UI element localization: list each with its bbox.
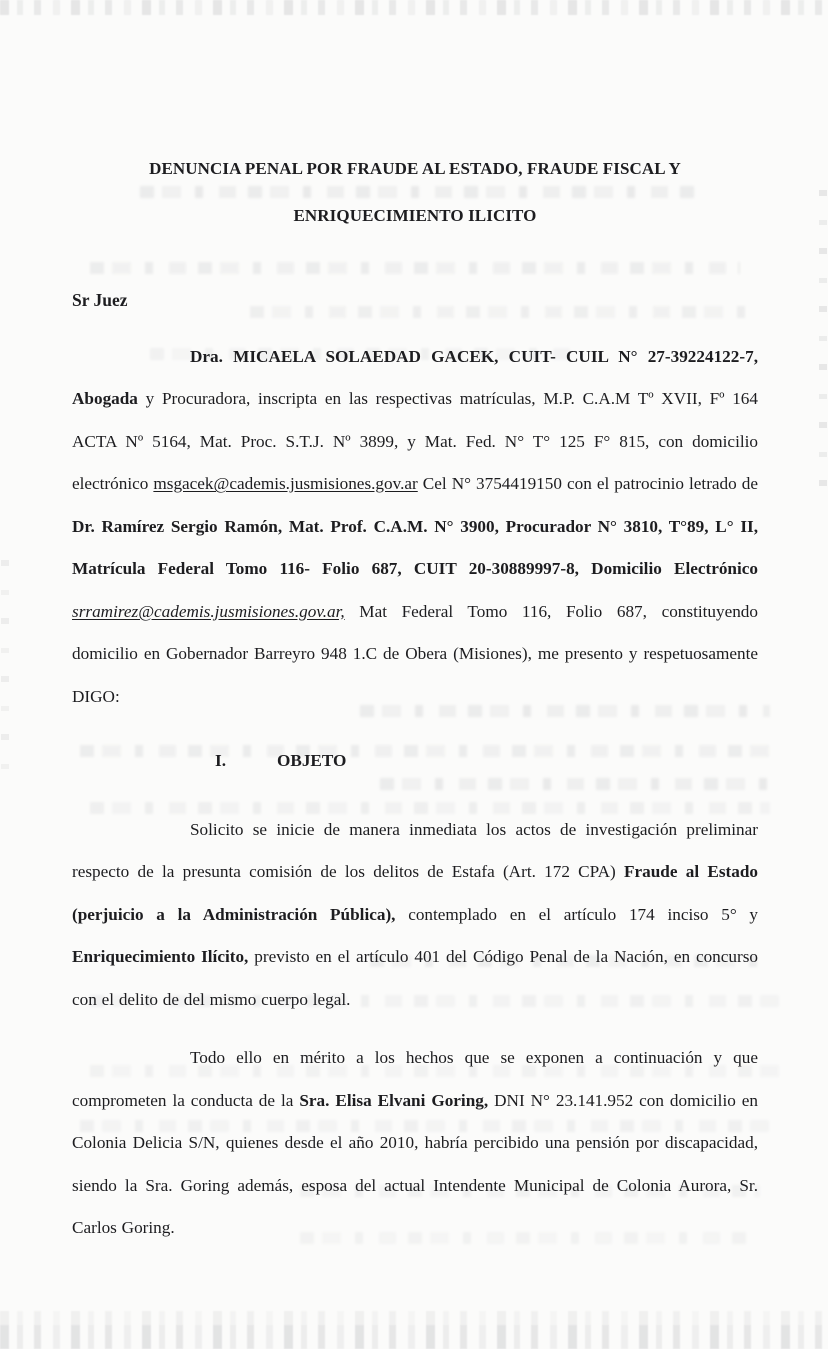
text-run: Fraude al Estado (perjuicio a la Administración Pública), xyxy=(72,862,759,924)
text-run: Todo ello en mérito a los hechos que se exponen a continuación y que comprometen la conducta de la xyxy=(72,1048,758,1110)
text-run: Enriquecimiento Ilícito, xyxy=(72,947,249,966)
text-run: Mat Federal Tomo 116, Folio 687, constituyendo domicilio en Gobernador Barreyro 948 1.C de Obera (Misiones), me presento y respetuosamente DIGO: xyxy=(72,601,758,706)
document-title-line2: ENRIQUECIMIENTO ILICITO xyxy=(293,206,537,225)
text-run: DNI N° 23.141.952 con domicilio en Colonia Delicia S/N, quienes desde el año 2010, habría percibido una pensión por discapacidad, siendo la Sra. Goring además, esposa del actual Intendente Municipal de Colonia Aurora, Sr. Carlos Goring. xyxy=(72,1090,758,1237)
scan-noise-right-edge xyxy=(819,190,827,490)
intro-paragraph xyxy=(72,336,758,719)
scan-noise-left-edge xyxy=(1,560,9,780)
text-run: contemplado en el artículo 174 inciso 5° y xyxy=(395,904,759,924)
document-title-line1: DENUNCIA PENAL POR FRAUDE AL ESTADO, FRAUDE FISCAL Y xyxy=(149,159,681,178)
text-run: Sra. Elisa Elvani Goring, xyxy=(299,1090,489,1110)
section-label: OBJETO xyxy=(277,751,347,770)
salutation: Sr Juez xyxy=(72,290,128,310)
document-blocks xyxy=(72,336,758,1250)
text-run: previsto en el artículo 401 del Código Penal de la Nación, en concurso con el delito de del mismo cuerpo legal. xyxy=(72,947,758,1009)
text-run: Cel N° 3754419150 con el patrocinio letrado de xyxy=(417,474,758,493)
email-text: srramirez@cademis.jusmisiones.gov.ar, xyxy=(72,601,345,621)
document-body xyxy=(72,0,758,1250)
section-heading-objeto xyxy=(72,740,758,783)
text-run: y Procuradora, inscripta en las respectivas matrículas, M.P. C.A.M Tº XVII, Fº 164 ACTA Nº 5164, Mat. Proc. S.T.J. Nº 3899, y Mat. Fed. N° T° 125 F° 815, con domicilio electrónico xyxy=(72,389,758,493)
section-number: I. xyxy=(215,751,226,770)
objeto-paragraph xyxy=(72,809,758,1022)
scan-noise-bottom-edge xyxy=(0,1325,828,1349)
text-run: Dra. MICAELA SOLAEDAD GACEK, CUIT- CUIL N° 27-39224122-7, Abogada xyxy=(72,346,758,408)
text-run: Dr. Ramírez Sergio Ramón, Mat. Prof. C.A.M. N° 3900, Procurador N° 3810, T°89, L° II, Matrícula Federal Tomo 116- Folio 687, CUIT 20-30889997-8, Domicilio Electrónico xyxy=(72,516,758,578)
text-run: Solicito se inicie de manera inmediata los actos de investigación preliminar respecto de la presunta comisión de los delitos de Estafa (Art. 172 CPA) xyxy=(72,819,758,881)
scan-noise-bottom-edge-2 xyxy=(0,1311,828,1325)
email-text: msgacek@cademis.jusmisiones.gov.ar xyxy=(153,474,418,493)
document-title xyxy=(72,145,758,239)
hechos-paragraph xyxy=(72,1037,758,1250)
